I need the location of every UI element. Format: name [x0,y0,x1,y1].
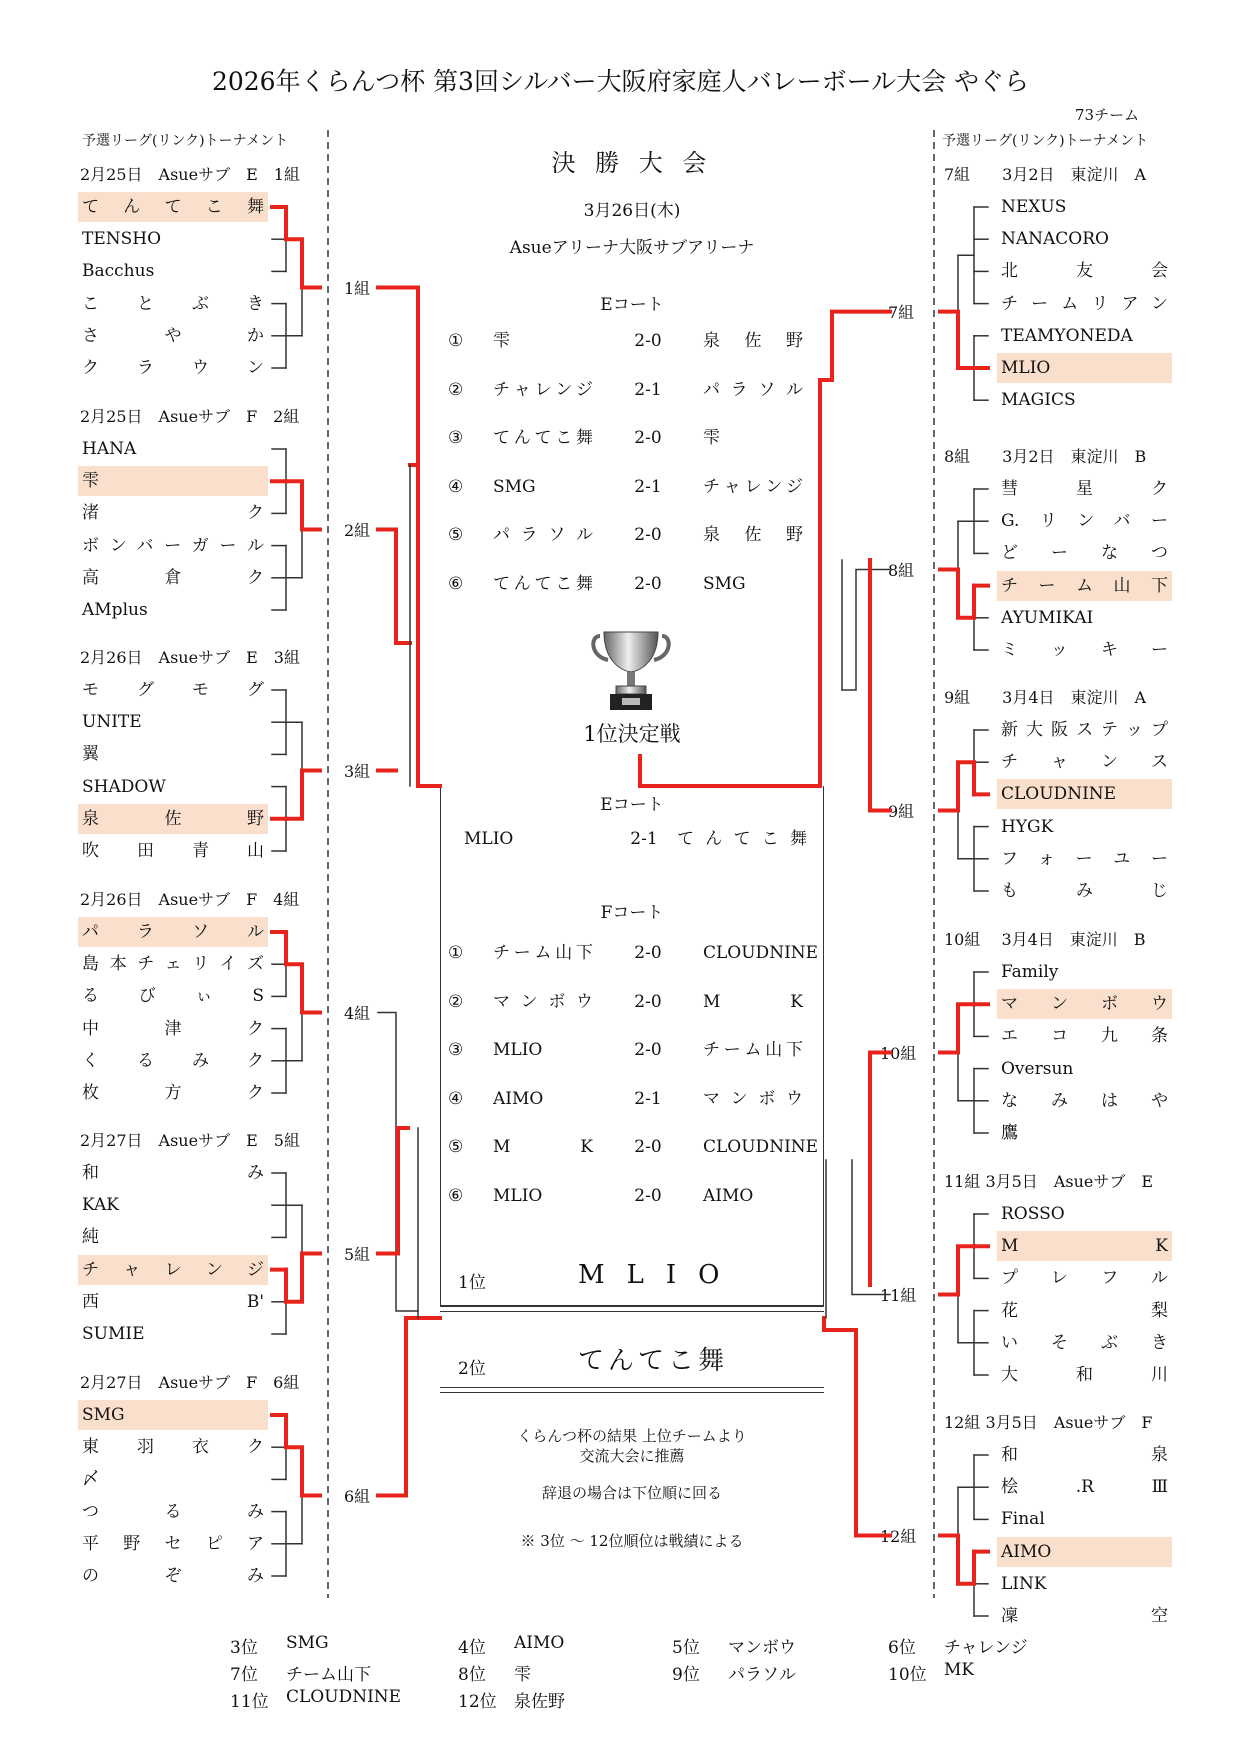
match-team-a: M K [493,1137,593,1157]
team-name-text: AMplus [82,600,148,620]
group-label-5: 5組 [342,1242,372,1265]
final-heading: 決 勝 大 会 [551,149,713,177]
team-name-text: ボンバーガール [82,535,264,556]
team-name-text: SMG [82,1405,125,1425]
match-team-a: チャレンジ [493,379,593,400]
first-team: MLIO [578,1260,742,1290]
first-rank: 1位 [458,1273,486,1293]
team-name-text: 和泉 [1001,1445,1168,1465]
group-label-7: 7組 [886,300,916,323]
match-team-a: SMG [493,476,536,497]
team-name-text: ROSSO [1001,1204,1065,1224]
team-name-text: 純 [82,1227,99,1248]
match-team-b: マンボウ [703,1088,803,1109]
team-name-text: M K [1001,1236,1168,1257]
team-name-text: 渚 ク [82,503,264,524]
team-name-text: MAGICS [1001,390,1076,411]
group-label-10: 10組 [878,1041,918,1064]
team-name-text: 凜空 [1001,1606,1168,1626]
team-name-text: 高倉ク [82,567,264,588]
final-match-score: 2-1 [630,829,658,849]
left-header: 予選リーグ(リンク)トーナメント [82,133,289,149]
team-name-text: SUMIE [82,1324,145,1344]
team-name-text: UNITE [82,712,142,733]
group-9-info: 9組 3月4日 東淀川 A [944,688,1147,707]
group-label-6: 6組 [342,1484,372,1507]
team-name-text: のぞみ [82,1566,264,1586]
match-score: 2-0 [634,943,662,963]
standing-team: マンボウ [728,1638,796,1658]
match-team-a: てんてこ舞 [493,573,593,594]
match-number: ② [448,991,464,1012]
match-team-b: 泉佐野 [703,525,803,545]
team-name-text: チームリアン [1001,293,1168,314]
team-name-text: いそぶき [1001,1332,1168,1353]
match-number: ⑤ [448,1137,464,1157]
match-score: 2-1 [634,476,662,497]
team-name-text: るびぃS [82,986,264,1007]
standing-rank: 8位 [458,1665,486,1685]
team-name-text: つるみ [82,1501,264,1522]
standing-team: AIMO [514,1633,565,1653]
match-number: ③ [448,428,464,448]
second-rank: 2位 [458,1359,486,1379]
team-name-text: SHADOW [82,776,166,797]
match-team-b: M K [703,991,803,1012]
team-name-text: てんてこ舞 [82,197,264,217]
team-name-text: 鷹 [1001,1123,1018,1143]
match-score: 2-0 [634,1137,662,1157]
team-name-text: Family [1001,962,1059,982]
group-label-1: 1組 [342,276,372,299]
team-name-text: 彗星ク [1001,479,1168,499]
standing-rank: 11位 [230,1692,269,1712]
match-score: 2-0 [634,331,662,351]
match-team-b: 雫 [703,428,720,448]
team-name-text: 島本チェリイズ [82,954,264,975]
team-name-text: CLOUDNINE [1001,784,1117,805]
team-name-text: くるみク [82,1050,264,1071]
match-score: 2-1 [634,1088,662,1109]
team-name-text: TENSHO [82,229,162,250]
group-5-info: 2月27日 Asueサブ E 5組 [80,1131,300,1150]
standing-team: CLOUDNINE [286,1687,402,1707]
team-name-text: チャレンジ [82,1259,264,1280]
match-number: ⑥ [448,573,464,594]
final-match-team-b: てんてこ舞 [677,829,807,849]
match-score: 2-0 [634,573,662,594]
team-name-text: TEAMYONEDA [1001,325,1133,346]
match-score: 2-0 [634,991,662,1012]
match-number: ① [448,331,464,351]
final-venue: Asueアリーナ大阪サブアリーナ [509,238,755,258]
team-name-text: パラソル [82,922,264,942]
note-1: くらんつ杯の結果 上位チームより [517,1427,747,1445]
match-number: ④ [448,476,464,497]
right-header: 予選リーグ(リンク)トーナメント [942,133,1149,149]
standing-rank: 5位 [672,1638,700,1658]
match-score: 2-0 [634,1040,662,1060]
team-name-text: 翼 [82,744,99,765]
team-name-text: 西B' [82,1291,264,1312]
match-team-a: チーム山下 [493,943,593,963]
group-label-11: 11組 [878,1283,918,1306]
e-court-label: Eコート [600,295,664,315]
match-team-b: 泉佐野 [703,331,803,351]
standing-team: MK [944,1660,975,1680]
match-team-a: てんてこ舞 [493,428,593,448]
team-name-text: クラウン [82,358,264,378]
match-score: 2-0 [634,428,662,448]
team-name-text: 〆 [82,1469,99,1490]
team-name-text: マンボウ [1001,994,1168,1015]
match-team-b: AIMO [703,1185,754,1206]
team-name-text: フォーユー [1001,848,1168,869]
note-2: 交流大会に推薦 [579,1447,685,1465]
second-team: てんてこ舞 [578,1346,729,1376]
team-name-text: 平野セピア [82,1533,264,1554]
match-team-b: チーム山下 [703,1040,803,1060]
match-score: 2-1 [634,379,662,400]
match-team-a: マンボウ [493,991,593,1012]
group-label-3: 3組 [342,759,372,782]
group-label-8: 8組 [886,558,916,581]
standing-rank: 9位 [672,1665,700,1685]
match-number: ② [448,379,464,400]
team-name-text: エコ九条 [1001,1026,1168,1047]
match-team-b: CLOUDNINE [703,943,819,963]
team-name-text: HANA [82,439,137,459]
team-name-text: 大和川 [1001,1365,1168,1385]
match-team-a: MLIO [493,1185,543,1206]
match-number: ④ [448,1088,464,1109]
team-name-text: チャンス [1001,752,1168,773]
standing-team: 雫 [514,1665,531,1685]
group-label-12: 12組 [878,1524,918,1547]
team-name-text: G.リンバー [1001,511,1168,532]
standing-team: チーム山下 [286,1665,371,1685]
team-name-text: Bacchus [82,261,155,282]
group-1-info: 2月25日 Asueサブ E 1組 [80,165,300,184]
team-name-text: KAK [82,1195,119,1216]
team-count: 73チーム [1075,106,1140,124]
team-name-text: 枚方ク [82,1083,264,1103]
team-name-text: 中津ク [82,1018,264,1039]
group-7-info: 7組 3月2日 東淀川 A [944,165,1147,184]
note-3: 辞退の場合は下位順に回る [541,1484,722,1502]
standing-rank: 4位 [458,1638,486,1658]
match-score: 2-0 [634,1185,662,1206]
team-name-text: AYUMIKAI [1001,607,1094,628]
team-name-text: 桧.RⅢ [1001,1477,1168,1498]
group-6-info: 2月27日 Asueサブ F 6組 [80,1373,300,1392]
team-name-text: ことぶき [82,293,264,314]
team-name-text: プレフル [1001,1268,1168,1289]
group-8-info: 8組 3月2日 東淀川 B [944,447,1147,466]
group-12-info: 12組 3月5日 Asueサブ F [944,1413,1153,1432]
standing-rank: 12位 [458,1692,497,1712]
group-2-info: 2月25日 Asueサブ F 2組 [80,407,300,426]
team-name-text: チーム山下 [1001,575,1168,596]
standing-team: 泉佐野 [514,1692,565,1712]
team-name-text: 東羽衣ク [82,1437,264,1458]
team-name-text: モグモグ [82,680,264,700]
team-name-text: Final [1001,1509,1045,1530]
team-name-text: 新大阪ステップ [1001,720,1168,740]
group-4-info: 2月26日 Asueサブ F 4組 [80,890,300,909]
match-team-b: SMG [703,573,746,594]
match-score: 2-0 [634,525,662,545]
team-name-text: 和み [82,1163,264,1183]
team-name-text: 北友会 [1001,261,1168,282]
group-3-info: 2月26日 Asueサブ E 3組 [80,648,300,667]
team-name-text: NANACORO [1001,229,1109,250]
team-name-text: 雫 [82,471,99,492]
standing-team: チャレンジ [944,1638,1028,1658]
team-name-text: HYGK [1001,816,1054,837]
f-court-label: Fコート [600,903,664,923]
page-title: 2026年くらんつ杯 第3回シルバー大阪府家庭人バレーボール大会 やぐら [211,67,1030,96]
team-name-text: ミッキー [1001,640,1168,660]
match-number: ③ [448,1040,464,1060]
note-4: ※ 3位 ～ 12位順位は戦績による [520,1532,744,1550]
group-label-2: 2組 [342,518,372,541]
team-name-text: 花梨 [1001,1300,1168,1321]
match-team-b: CLOUDNINE [703,1137,819,1157]
final-match-team-a: MLIO [464,829,514,849]
final-match-court: Eコート [600,795,664,815]
standing-rank: 6位 [888,1638,916,1658]
match-team-b: パラソル [703,379,803,400]
standing-team: パラソル [728,1665,796,1685]
team-name-text: NEXUS [1001,197,1067,217]
match-team-a: パラソル [493,525,593,545]
team-name-text: Oversun [1001,1058,1074,1079]
standing-rank: 7位 [230,1665,258,1685]
standing-rank: 3位 [230,1638,258,1658]
match-team-b: チャレンジ [703,476,803,497]
team-name-text: 吹田青山 [82,841,264,861]
team-name-text: LINK [1001,1573,1047,1594]
team-name-text: なみはや [1001,1090,1168,1111]
standing-team: SMG [286,1633,329,1653]
match-number: ⑥ [448,1185,464,1206]
team-name-text: MLIO [1001,358,1051,378]
team-name-text: どーなつ [1001,543,1168,564]
first-place-match-label: 1位決定戦 [583,722,681,746]
team-name-text: AIMO [1001,1541,1052,1562]
final-date: 3月26日(木) [583,201,681,221]
match-number: ① [448,943,464,963]
match-number: ⑤ [448,525,464,545]
group-label-9: 9組 [886,799,916,822]
group-11-info: 11組 3月5日 Asueサブ E [944,1172,1154,1191]
team-name-text: もみじ [1001,881,1168,901]
match-team-a: AIMO [493,1088,544,1109]
match-team-a: 雫 [493,331,510,351]
standing-rank: 10位 [888,1665,927,1685]
team-name-text: さやか [82,325,264,346]
group-label-4: 4組 [342,1001,372,1024]
team-name-text: 泉佐野 [82,808,264,829]
group-10-info: 10組 3月4日 東淀川 B [944,930,1146,949]
match-team-a: MLIO [493,1040,543,1060]
